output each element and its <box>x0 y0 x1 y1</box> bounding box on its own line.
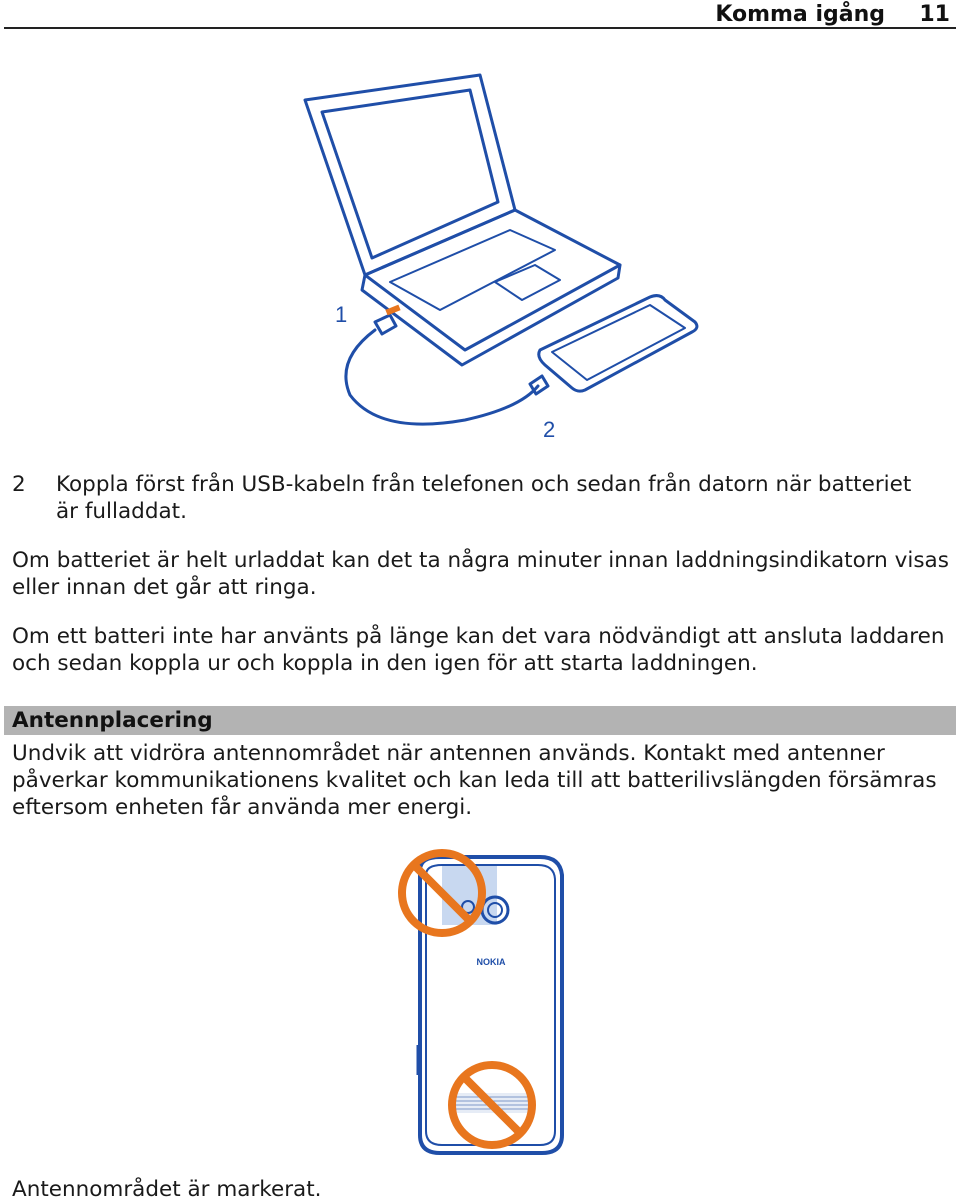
paragraph-antenna <box>12 740 952 821</box>
step-2 <box>12 471 952 525</box>
step-text-line2: är fulladdat. <box>56 499 187 524</box>
paragraph-line: påverkar kommunikationens kvalitet och kan leda till att batterilivslängden försämras <box>12 768 937 793</box>
header-rule <box>4 27 956 29</box>
paragraph-line: eftersom enheten får använda mer energi. <box>12 795 473 820</box>
paragraph-line: Om ett batteri inte har använts på länge kan det vara nödvändigt att ansluta laddaren <box>12 624 945 649</box>
figure-caption: Antennområdet är markerat. <box>12 1177 322 1202</box>
laptop-keyboard <box>390 230 555 310</box>
paragraph-battery-empty <box>12 547 952 601</box>
laptop-lid <box>305 75 515 275</box>
paragraph-line: eller innan det går att ringa. <box>12 575 317 600</box>
laptop-screen <box>322 90 498 258</box>
paragraph-line: Om batteriet är helt urladdat kan det ta några minuter innan laddningsindikatorn visas <box>12 548 949 573</box>
brand-logo: NOKIA <box>476 957 506 967</box>
phone-screen <box>552 305 685 380</box>
paragraph-battery-unused <box>12 623 952 677</box>
header-title: Komma igång <box>715 2 885 27</box>
usb-charging-illustration <box>290 60 710 450</box>
usb-cable <box>346 330 538 424</box>
step-text-line1: Koppla först från USB-kabeln från telefonen och sedan från datorn när batteriet <box>56 472 912 497</box>
usb-plug-laptop <box>375 315 396 334</box>
page-number: 11 <box>919 2 950 27</box>
laptop-touchpad <box>495 265 560 300</box>
callout-1: 1 <box>335 302 348 327</box>
laptop-base-edge <box>362 265 620 365</box>
section-heading: Antennplacering <box>12 708 213 733</box>
phone-antenna-illustration <box>380 835 580 1165</box>
callout-2: 2 <box>543 417 556 442</box>
paragraph-line: och sedan koppla ur och koppla in den igen för att starta laddningen. <box>12 651 758 676</box>
page-header <box>0 0 960 30</box>
paragraph-line: Undvik att vidröra antennområdet när antennen används. Kontakt med antenner <box>12 741 885 766</box>
step-number: 2 <box>12 472 26 497</box>
